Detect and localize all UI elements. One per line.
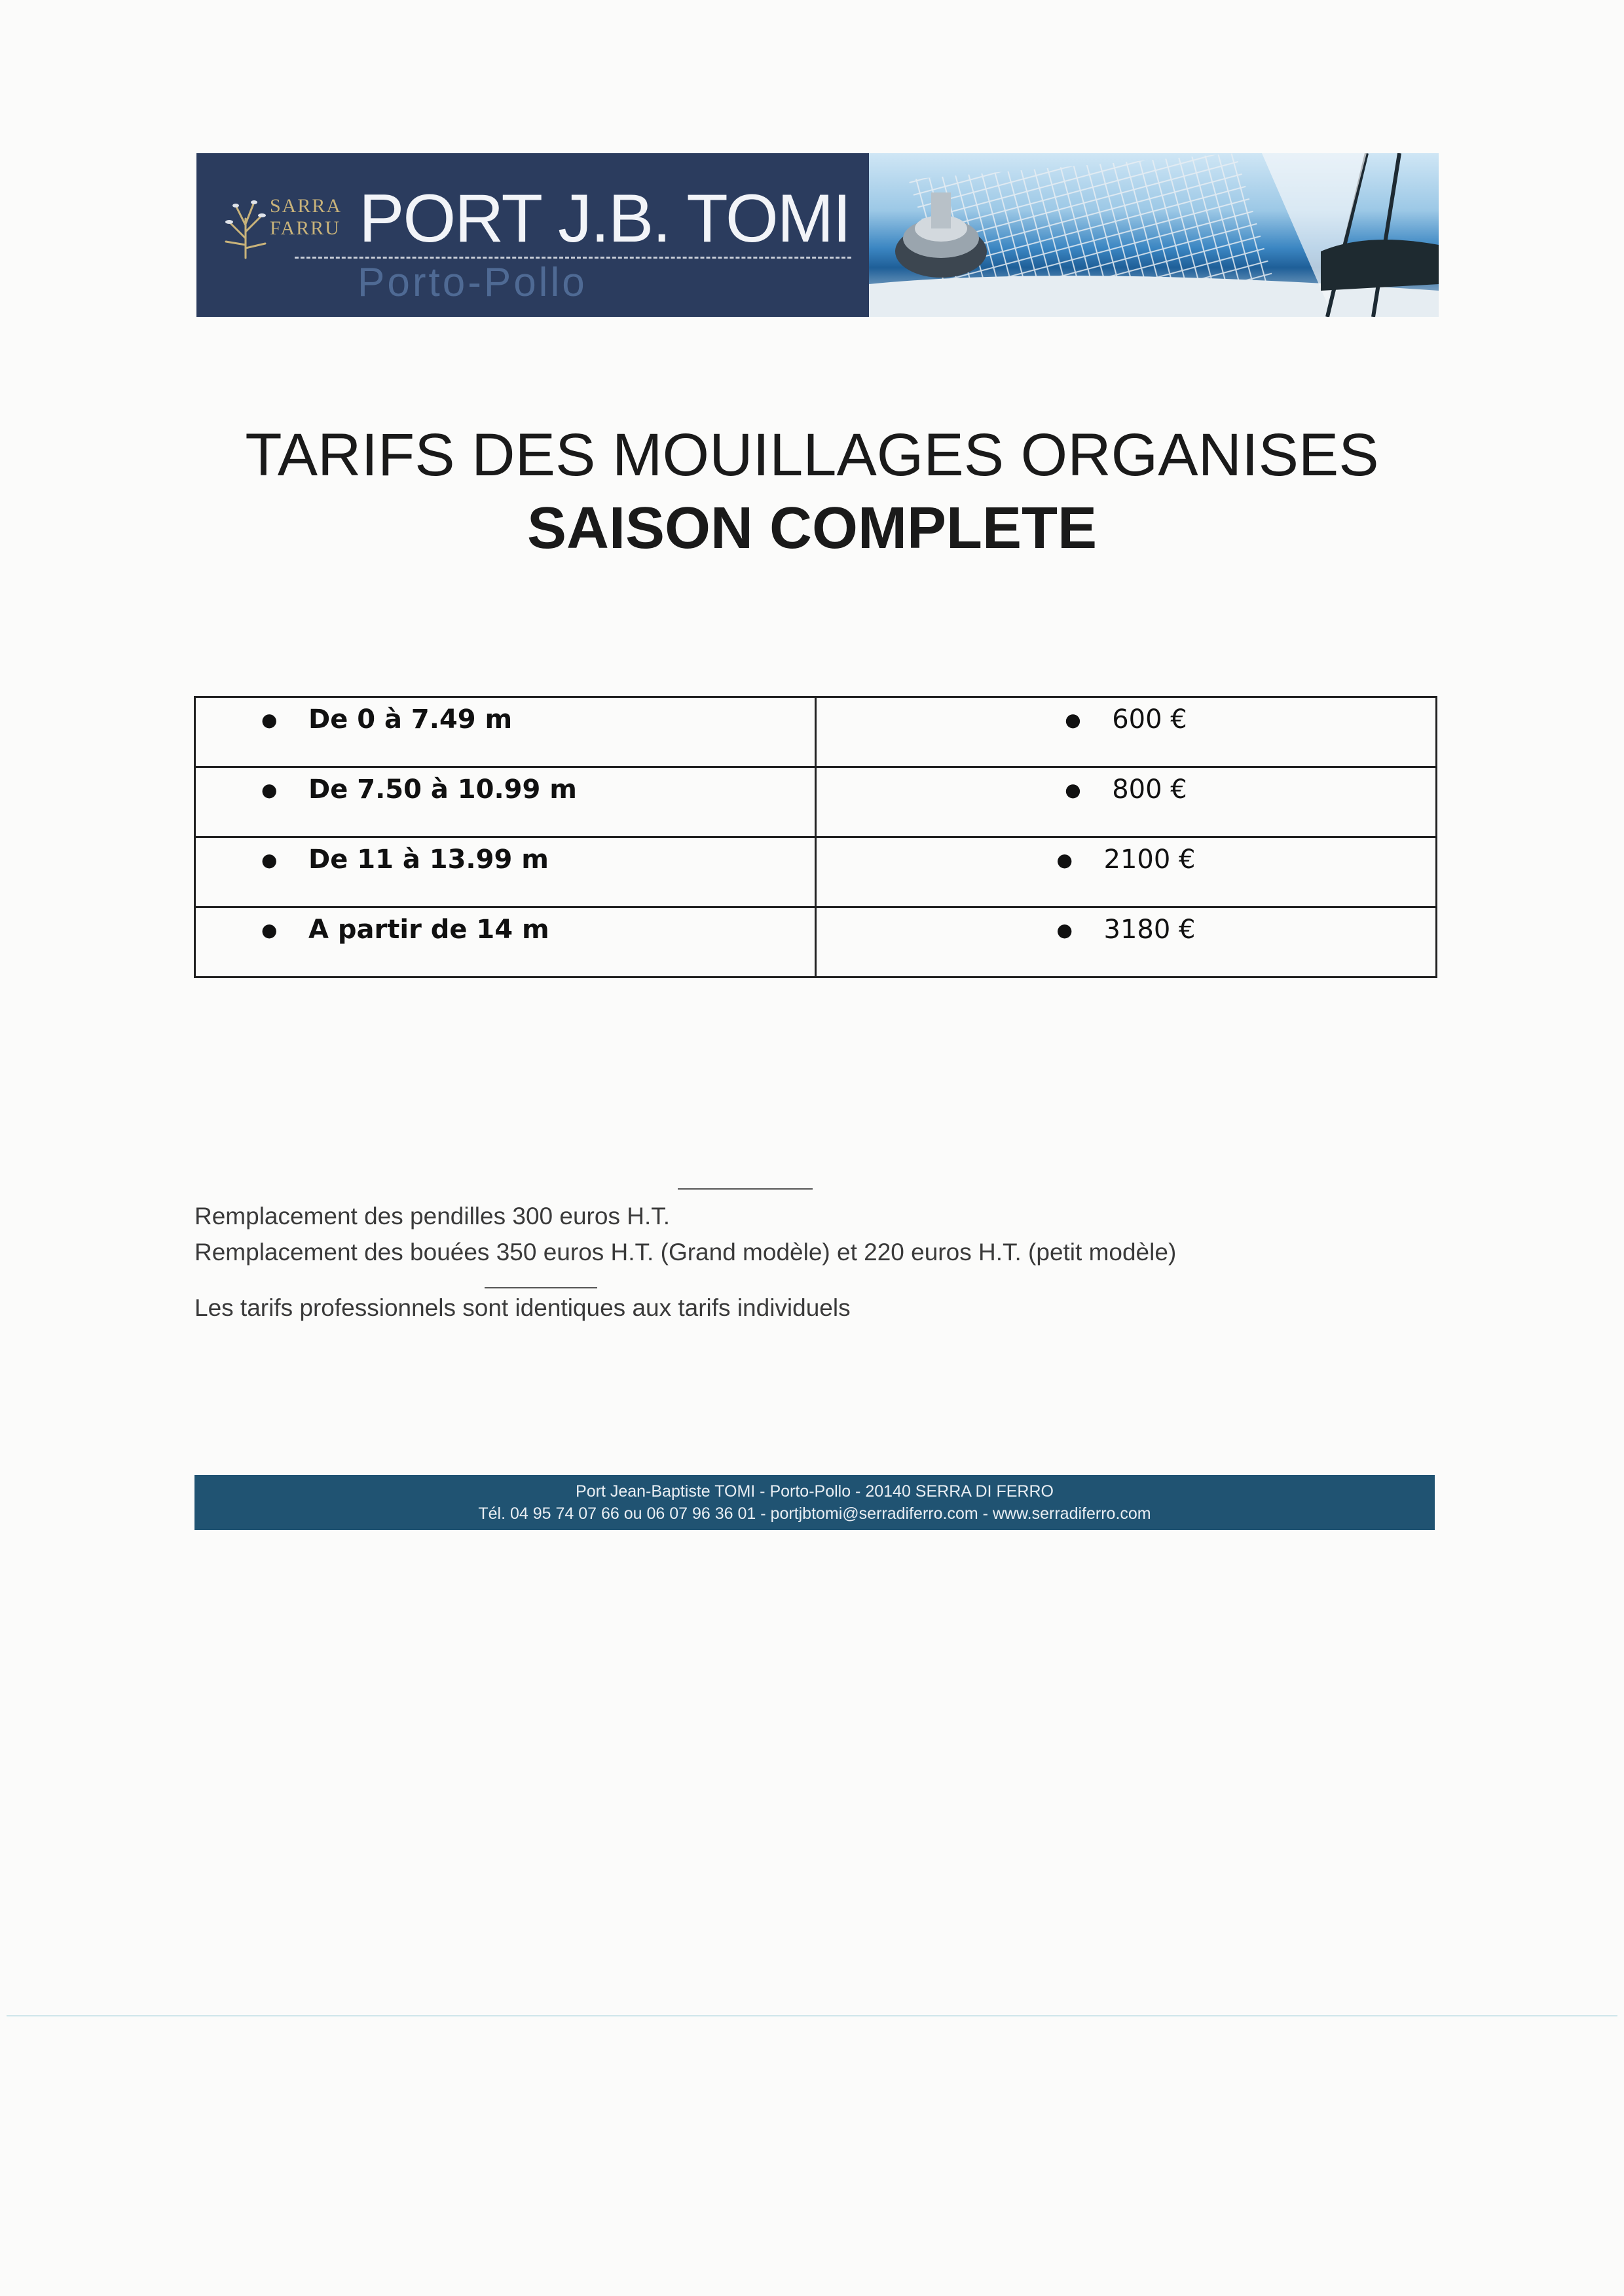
table-row — [195, 767, 1437, 837]
sailboat-winch-illustration — [869, 153, 1439, 317]
bullet-icon: ● — [261, 848, 278, 871]
table-row — [195, 837, 1437, 907]
table-row — [195, 907, 1437, 977]
logo-text-line1: SARRA — [270, 195, 342, 217]
separator-line — [678, 1188, 813, 1190]
tariff-table — [194, 696, 1437, 978]
note-bouees: Remplacement des bouées 350 euros H.T. (Grand modèle) et 220 euros H.T. (petit modèle) — [194, 1239, 1177, 1266]
bullet-icon: ● — [1056, 919, 1073, 941]
page-title: TARIFS DES MOUILLAGES ORGANISES — [245, 422, 1379, 488]
price-cell — [816, 837, 1437, 907]
price-label: 3180 € — [1103, 915, 1196, 945]
footer-contact: Tél. 04 95 74 07 66 ou 06 07 96 36 01 - portjbtomi@serradiferro.com - www.serradiferro.com — [478, 1504, 1151, 1523]
page-bottom-divider — [7, 2015, 1617, 2016]
logo-text — [270, 195, 348, 240]
table-row — [195, 697, 1437, 767]
bullet-icon: ● — [261, 778, 278, 801]
size-cell — [195, 837, 816, 907]
price-cell — [816, 907, 1437, 977]
bullet-icon: ● — [261, 919, 278, 941]
size-cell — [195, 697, 816, 767]
price-cell — [816, 697, 1437, 767]
size-label: A partir de 14 m — [308, 915, 549, 945]
size-label: De 7.50 à 10.99 m — [308, 774, 577, 805]
size-cell — [195, 767, 816, 837]
bullet-icon: ● — [261, 708, 278, 731]
logo-plant-icon — [216, 192, 275, 264]
bullet-icon: ● — [1065, 708, 1081, 731]
price-label: 600 € — [1112, 704, 1187, 735]
size-cell — [195, 907, 816, 977]
port-subtitle: Porto-Pollo — [358, 260, 587, 305]
banner-brand-panel — [196, 153, 869, 317]
logo-text-line2: FARRU — [270, 217, 341, 239]
price-cell — [816, 767, 1437, 837]
page-subtitle: SAISON COMPLETE — [526, 496, 1098, 561]
note-professionnels: Les tarifs professionnels sont identiques aux tarifs individuels — [194, 1294, 851, 1321]
banner-sailing-photo — [869, 153, 1439, 317]
bullet-icon: ● — [1065, 778, 1081, 801]
size-label: De 11 à 13.99 m — [308, 845, 549, 875]
price-label: 800 € — [1112, 774, 1187, 805]
port-name: PORT J.B. TOMI — [359, 181, 851, 257]
header-banner — [196, 153, 1439, 317]
size-label: De 0 à 7.49 m — [308, 704, 513, 735]
note-pendilles: Remplacement des pendilles 300 euros H.T. — [194, 1203, 670, 1230]
footer-address: Port Jean-Baptiste TOMI - Porto-Pollo - 20140 SERRA DI FERRO — [576, 1482, 1054, 1501]
price-label: 2100 € — [1103, 845, 1196, 875]
bullet-icon: ● — [1056, 848, 1073, 871]
separator-line — [485, 1287, 597, 1288]
footer-contact-bar — [194, 1475, 1435, 1530]
